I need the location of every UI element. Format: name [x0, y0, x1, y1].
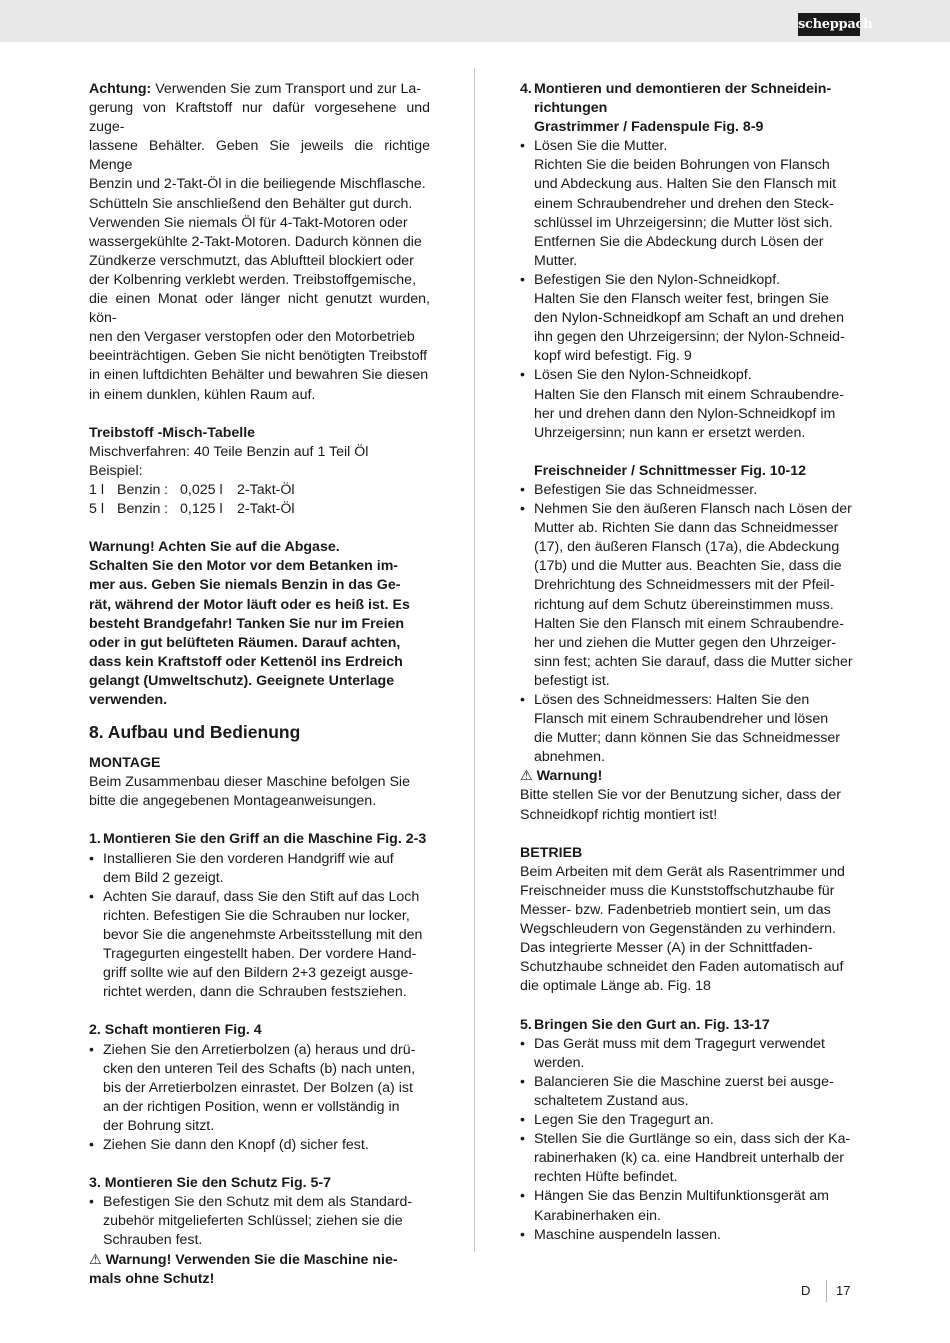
text-line: in einen luftdichten Behälter und bewahren Sie diesen [89, 367, 429, 384]
page-number: 17 [836, 1283, 851, 1298]
list-item: • Ziehen Sie den Arretierbolzen (a) heraus und drü- cken den unteren Teil des Schafts (b) nach unten, bis der Arretierbolzen einrastet. Der Bolzen (a) ist an der richtigen Position, wenn er vollständig in der Bohrung sitzt. [89, 1041, 416, 1134]
list-item: • Stellen Sie die Gurtlänge so ein, dass sich der Ka- rabinerhaken (k) ca. eine Handbreit unterhalb der rechten Hüfte befindet. [520, 1131, 851, 1186]
list-item: • Lösen des Schneidmessers: Halten Sie den Flansch mit einem Schraubendreher und lösen die Mutter; dann können Sie das Schneidmesser abnehmen. [520, 692, 841, 766]
list-item: • Befestigen Sie das Schneidmesser. [520, 481, 758, 498]
list-item: • Achten Sie darauf, dass Sie den Stift auf das Loch richten. Befestigen Sie die Schrauben nur locker, bevor Sie die angenehmste Arbeitsstellung mit den Tragegurten eingestellt haben. Der vordere Hand- griff sollte wie auf den Bildern 2+3 gezeigt ausge- richtet werden, dann die Schrauben festsziehen. [89, 888, 423, 1001]
step-heading: 5. Bringen Sie den Gurt an. Fig. 13-17 [520, 1016, 770, 1033]
list-item: • Das Gerät muss mit dem Tragegurt verwendet werden. [520, 1035, 825, 1071]
step-heading: 1. Montieren Sie den Griff an die Maschine Fig. 2-3 [89, 831, 427, 848]
text-line: Verwenden Sie niemals Öl für 4-Takt-Motoren oder [89, 214, 408, 231]
text-line: Beim Zusammenbau dieser Maschine befolgen Sie [89, 774, 410, 791]
list-item: • Legen Sie den Tragegurt an. [520, 1112, 714, 1129]
text-line: Schütteln Sie anschließend den Behälter gut durch. [89, 195, 413, 212]
text-line: lassene Behälter. Geben Sie jeweils die richtige Menge [89, 138, 430, 174]
list-item: • Befestigen Sie den Nylon-Schneidkopf. Halten Sie den Flansch weiter fest, bringen Sie den Nylon-Schneidkopf am Schaft an und drehen ihn gegen den Uhrzeigersinn; der Nylon-Schneid- kopf wird befestigt. Fig. 9 [520, 271, 845, 365]
list-item: • Maschine auspendeln lassen. [520, 1226, 721, 1243]
left-column [89, 80, 430, 1289]
achtung-paragraph [89, 80, 430, 405]
betrieb-heading: BETRIEB [520, 844, 583, 861]
step-heading: 3. Montieren Sie den Schutz Fig. 5-7 [89, 1175, 332, 1192]
list-item: • Befestigen Sie den Schutz mit dem als Standard- zubehör mitgelieferten Schlüssel; ziehen sie die Schrauben fest. [89, 1194, 413, 1249]
text-line: Zündkerze verschmutzt, das Abluftteil blockiert oder [89, 252, 414, 269]
text-line: der Kolbenring verklebt werden. Treibstoffgemische, [89, 271, 417, 288]
betrieb-paragraph: Beim Arbeiten mit dem Gerät als Rasentrimmer und Freischneider muss die Kunststoffschutzhaube für Messer- bzw. Fadenbetrieb montiert sein, um das Wegschleudern von Gegenständen zu verhindern. Das integrierte Messer (A) in der Schnittfaden- Schutzhaube schneidet den Faden automatisch auf die optimale Länge ab. Fig. 18 [520, 863, 845, 995]
footer-divider [826, 1280, 827, 1302]
list-item: • Hängen Sie das Benzin Multifunktionsgerät am Karabinerhaken ein. [520, 1188, 829, 1224]
montage-heading: MONTAGE [89, 755, 161, 772]
section-heading: 8. Aufbau und Bedienung [89, 722, 301, 743]
right-column [520, 80, 861, 1245]
list-item: • Nehmen Sie den äußeren Flansch nach Lösen der Mutter ab. Richten Sie dann das Schneidmesser (17), den äußeren Flansch (17a), die Abdeckung (17b) und die Mutter aus. Beachten Sie, dass die Drehrichtung des Schneidmessers mit der Pfeil- richtung auf dem Schutz übereinstimmen muss. Halten Sie den Flansch mit einem Schraubendre- her und ziehen die Mutter gegen den Uhrzeiger- sinn fest; achten Sie darauf, dass die Mutter sicher befestigt ist. [520, 501, 853, 689]
text-line: Schneidkopf richtig montiert ist! [520, 806, 718, 823]
list-item: • Balancieren Sie die Maschine zuerst bei ausge- schaltetem Zustand aus. [520, 1073, 834, 1109]
mix-method: Mischverfahren: 40 Teile Benzin auf 1 Teil Öl [89, 443, 369, 460]
step-heading: 4. Montieren und demontieren der Schneidein- richtungen [520, 81, 832, 117]
footer-language: D [801, 1283, 811, 1298]
list-item: • Installieren Sie den vorderen Handgriff wie auf dem Bild 2 gezeigt. [89, 850, 394, 886]
step-heading: 2. Schaft montieren Fig. 4 [89, 1022, 262, 1039]
text-line: Benzin und 2-Takt-Öl in die beiliegende Mischflasche. [89, 176, 426, 193]
fuel-warning: Warnung! Achten Sie auf die Abgase. Schalten Sie den Motor vor dem Betanken im- mer aus. Geben Sie niemals Benzin in das Ge- rät, während der Motor läuft oder es heiß ist. Es besteht Brandgefahr! Tanken Sie nur im Freien oder in gut belüfteten Räumen. Darauf achten, dass kein Kraftstoff oder Kettenöl ins Erdreich gelangt (Umweltschutz). Geeignete Unterlage verwenden. [89, 539, 410, 708]
text-line: Bitte stellen Sie vor der Benutzung sicher, dass der [520, 787, 841, 804]
achtung-label: Achtung: [89, 81, 152, 97]
text-line: in einem dunklen, kühlen Raum auf. [89, 386, 316, 403]
guard-warning: ⚠ Warnung! Verwenden Sie die Maschine nie- mals ohne Schutz! [89, 1251, 398, 1287]
text-line: bitte die angegebenen Montageanweisungen. [89, 793, 377, 810]
sub-heading: Grastrimmer / Fadenspule Fig. 8-9 [534, 119, 764, 136]
sub-heading: Freischneider / Schnittmesser Fig. 10-12 [534, 462, 807, 479]
list-item: • Ziehen Sie dann den Knopf (d) sicher fest. [89, 1136, 369, 1153]
text-line: nen den Vergaser verstopfen oder den Motorbetrieb [89, 329, 415, 346]
list-item: • Lösen Sie die Mutter. Richten Sie die beiden Bohrungen von Flansch und Abdeckung aus. Halten Sie den Flansch mit einem Schraubendreher und drehen den Steck- schlüssel im Uhrzeigersinn; die Mutter löst sich. Entfernen Sie die Abdeckung durch Lösen der Mutter. [520, 138, 837, 269]
text-line: gerung von Kraftstoff nur dafür vorgesehene und zuge- [89, 100, 430, 136]
list-item: • Lösen Sie den Nylon-Schneidkopf. Halten Sie den Flansch mit einem Schraubendre- her und drehen dann den Nylon-Schneidkopf im Uhrzeigersinn; nun kann er ersetzt werden. [520, 367, 844, 441]
mix-example: Beispiel: [89, 462, 143, 479]
mix-table-row: 1 l Benzin : 0,025 l 2-Takt-Öl [89, 481, 295, 498]
mix-table-title: Treibstoff -Misch-Tabelle [89, 424, 256, 441]
warning-heading: ⚠ Warnung! [520, 768, 603, 785]
brand-logo: scheppach [798, 13, 860, 36]
column-divider [474, 68, 475, 1252]
text-line: beeinträchtigen. Geben Sie nicht benötigten Treibstoff [89, 348, 428, 365]
text-line: Achtung: Verwenden Sie zum Transport und zur La- [89, 81, 421, 97]
mix-table-row: 5 l Benzin : 0,125 l 2-Takt-Öl [89, 501, 295, 518]
text-line: die einen Monat oder länger nicht genutzt wurden, kön- [89, 291, 430, 327]
text-line: wassergekühlte 2-Takt-Motoren. Dadurch können die [89, 233, 422, 250]
